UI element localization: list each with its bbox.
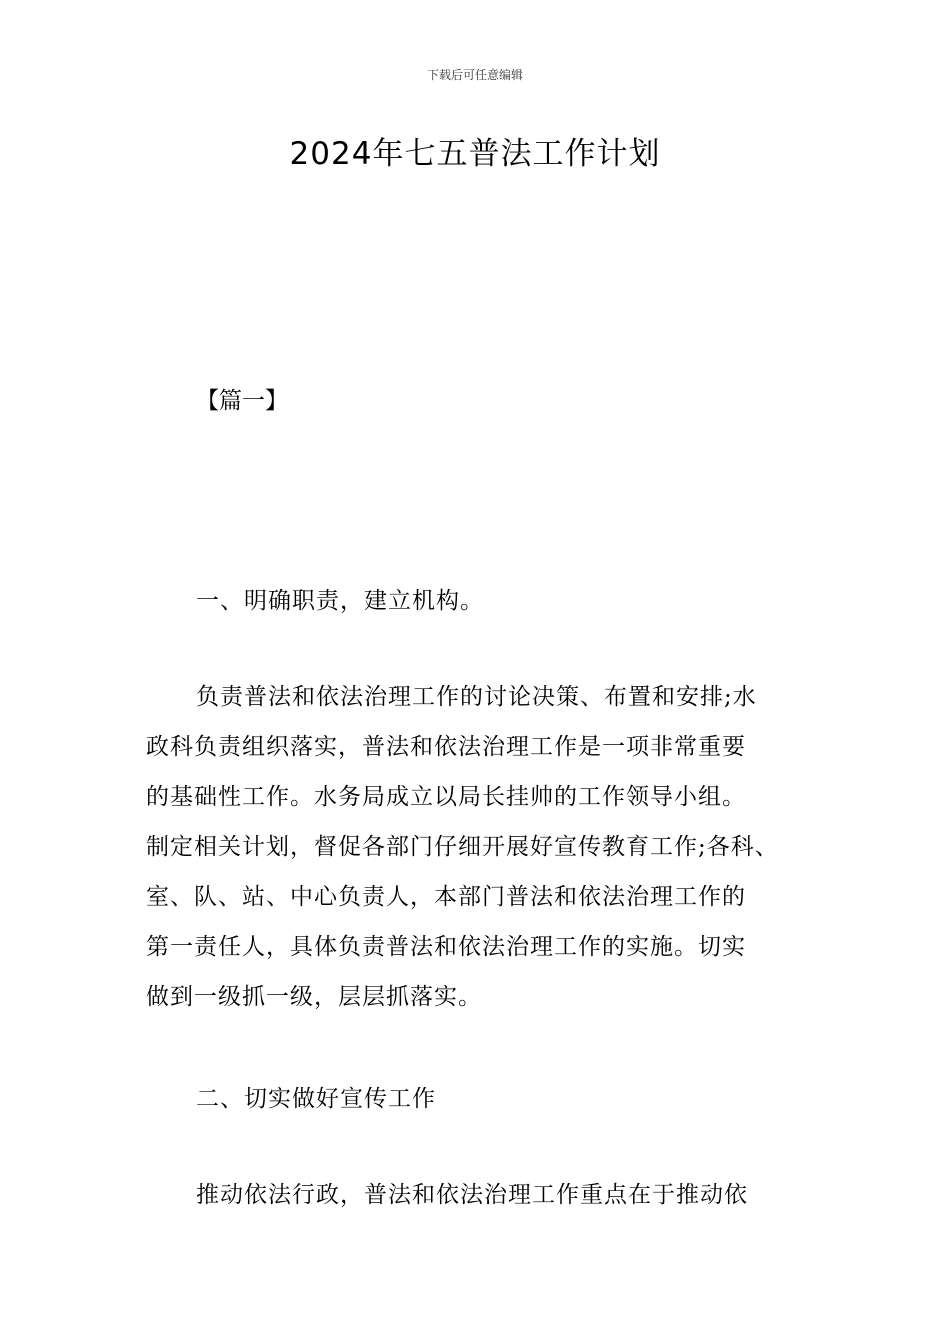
- section-1-paragraph: [146, 672, 846, 1022]
- paragraph-line: 推动依法行政，普法和依法治理工作重点在于推动依: [196, 1182, 748, 1208]
- paragraph-line: 室、队、站、中心负责人，本部门普法和依法治理工作的: [146, 884, 746, 910]
- document-title: 2024年七五普法工作计划: [289, 136, 661, 172]
- paragraph-line: 做到一级抓一级，层层抓落实。: [146, 984, 482, 1010]
- page-header-note: 下载后可任意编辑: [426, 68, 523, 82]
- section-2-paragraph: [146, 1170, 846, 1220]
- paragraph-line: 的基础性工作。水务局成立以局长挂帅的工作领导小组。: [146, 784, 746, 810]
- section-1-heading: 一、明确职责，建立机构。: [196, 588, 484, 614]
- paragraph-line: 政科负责组织落实，普法和依法治理工作是一项非常重要: [146, 734, 746, 760]
- section-2-heading: 二、切实做好宣传工作: [196, 1086, 436, 1112]
- paragraph-line: 制定相关计划，督促各部门仔细开展好宣传教育工作;各科、: [146, 834, 779, 860]
- part-label: 【篇一】: [196, 388, 288, 414]
- paragraph-line: 负责普法和依法治理工作的讨论决策、布置和安排;水: [196, 684, 757, 710]
- paragraph-line: 第一责任人，具体负责普法和依法治理工作的实施。切实: [146, 934, 746, 960]
